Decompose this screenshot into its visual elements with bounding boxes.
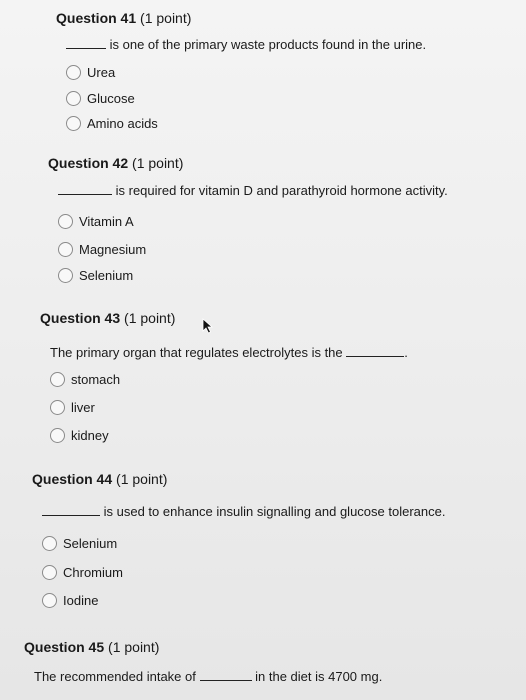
option-iodine[interactable] [42, 593, 98, 608]
answer-blank [200, 679, 252, 681]
option-selenium[interactable] [42, 536, 117, 551]
option-vitamin-a[interactable] [58, 214, 134, 229]
prompt-text: is required for vitamin D and parathyroid hormone activity. [115, 183, 448, 198]
question-title [32, 471, 167, 487]
radio-button[interactable] [58, 214, 73, 229]
question-points: (1 point) [132, 155, 184, 171]
radio-button[interactable] [66, 65, 81, 80]
answer-blank [66, 47, 106, 49]
option-label: Selenium [79, 268, 134, 283]
option-label: Chromium [63, 565, 123, 580]
question-prompt [66, 37, 426, 52]
option-selenium[interactable] [58, 268, 133, 283]
prompt-text-after: in the diet is 4700 mg. [255, 669, 383, 684]
option-label: Glucose [87, 91, 135, 106]
radio-button[interactable] [58, 268, 73, 283]
option-label: Vitamin A [79, 214, 134, 229]
option-label: kidney [71, 428, 109, 443]
option-label: liver [71, 400, 95, 415]
prompt-text: The primary organ that regulates electrolytes is the [50, 345, 343, 360]
answer-blank [58, 193, 112, 195]
question-title [48, 155, 183, 171]
question-45 [24, 639, 159, 655]
question-prompt [42, 504, 445, 519]
option-liver[interactable] [50, 400, 95, 415]
option-magnesium[interactable] [58, 242, 146, 257]
question-43 [40, 310, 175, 326]
question-42 [48, 155, 183, 171]
question-prompt [34, 669, 382, 684]
question-44 [32, 471, 167, 487]
prompt-text: is one of the primary waste products found in the urine. [109, 37, 427, 52]
question-41 [56, 10, 191, 26]
option-label: Iodine [63, 593, 99, 608]
question-points: (1 point) [108, 639, 160, 655]
question-points: (1 point) [124, 310, 176, 326]
question-number: Question 41 [56, 10, 137, 26]
mouse-cursor-icon [202, 318, 216, 334]
option-amino-acids[interactable] [66, 116, 158, 131]
option-label: Magnesium [79, 242, 147, 257]
radio-button[interactable] [42, 593, 57, 608]
radio-button[interactable] [42, 536, 57, 551]
question-number: Question 42 [48, 155, 129, 171]
radio-button[interactable] [66, 116, 81, 131]
question-number: Question 44 [32, 471, 113, 487]
radio-button[interactable] [42, 565, 57, 580]
question-title [56, 10, 191, 26]
option-stomach[interactable] [50, 372, 120, 387]
option-label: Amino acids [87, 116, 158, 131]
radio-button[interactable] [58, 242, 73, 257]
question-title [40, 310, 175, 326]
option-glucose[interactable] [66, 91, 135, 106]
question-number: Question 45 [24, 639, 105, 655]
radio-button[interactable] [50, 372, 65, 387]
option-label: Urea [87, 65, 116, 80]
option-chromium[interactable] [42, 565, 123, 580]
question-points: (1 point) [116, 471, 168, 487]
answer-blank [346, 355, 404, 357]
radio-button[interactable] [50, 428, 65, 443]
option-kidney[interactable] [50, 428, 109, 443]
question-prompt [50, 345, 408, 360]
option-urea[interactable] [66, 65, 115, 80]
answer-blank [42, 514, 100, 516]
prompt-text: is used to enhance insulin signalling and glucose tolerance. [103, 504, 446, 519]
prompt-punctuation: . [404, 345, 408, 360]
question-prompt [58, 183, 448, 198]
radio-button[interactable] [66, 91, 81, 106]
prompt-text-before: The recommended intake of [34, 669, 196, 684]
option-label: Selenium [63, 536, 118, 551]
option-label: stomach [71, 372, 121, 387]
question-number: Question 43 [40, 310, 121, 326]
radio-button[interactable] [50, 400, 65, 415]
question-title [24, 639, 159, 655]
question-points: (1 point) [140, 10, 192, 26]
